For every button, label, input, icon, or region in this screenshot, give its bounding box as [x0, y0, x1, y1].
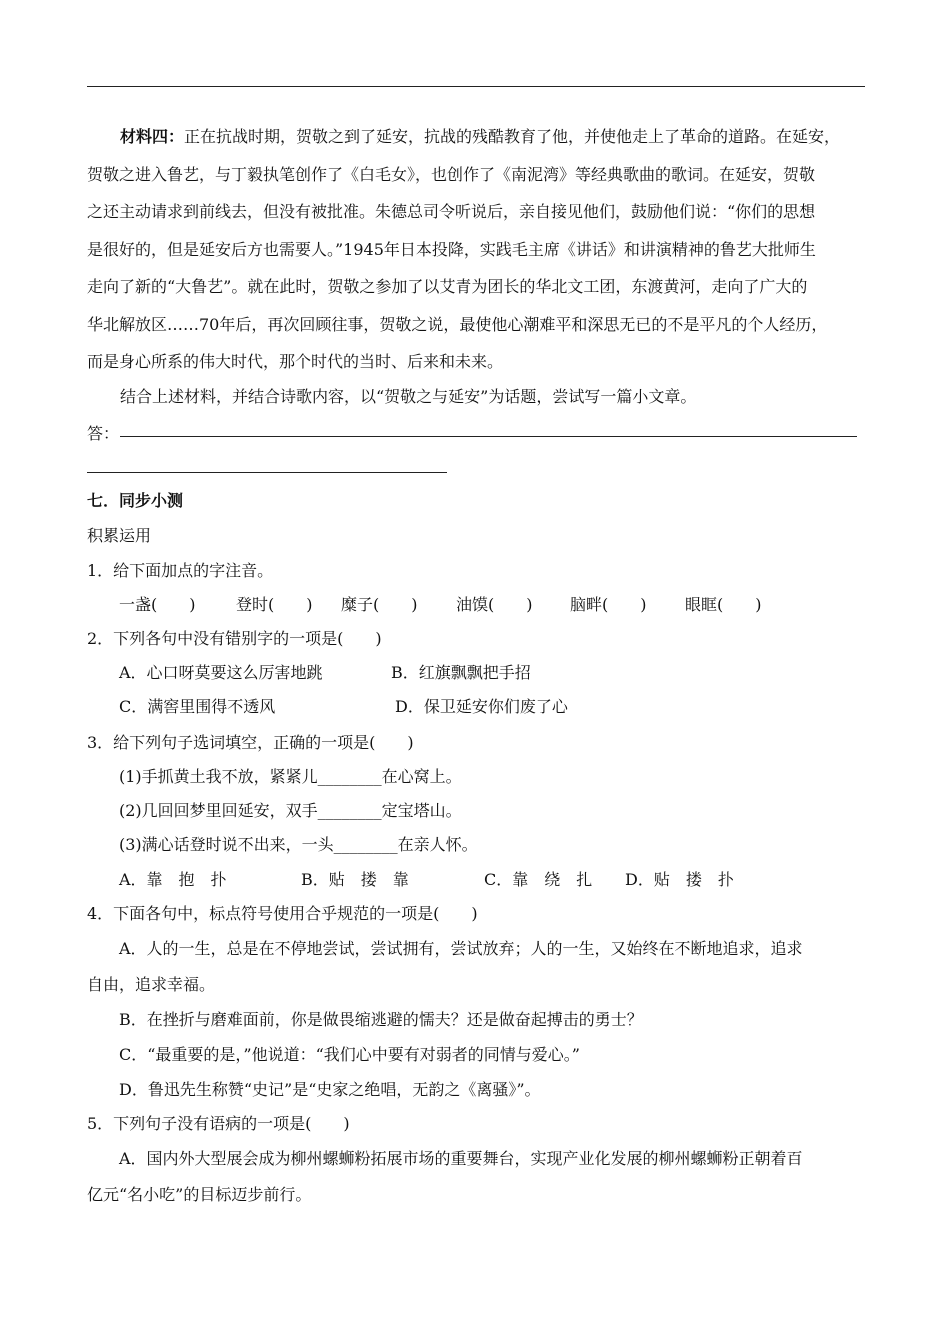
option-a: A．人的一生，总是在不停地尝试，尝试拥有，尝试放弃；人的一生，又始终在不断地追求，追求: [119, 939, 803, 958]
option-c: C．满窖里围得不透风: [119, 697, 276, 716]
option-a: A．靠 抱 扑: [119, 870, 227, 889]
option-c: C．“最重要的是，”他说道：“我们心中要有对弱者的同情与爱心。”: [119, 1045, 580, 1064]
question-3-sentence: (2)几回回梦里回延安，双手________定宝塔山。: [119, 801, 462, 820]
option-b: B．红旗飘飘把手招: [391, 663, 531, 682]
option-a-continued: 自由，追求幸福。: [87, 975, 216, 994]
question-3-sentence: (1)手抓黄土我不放，紧紧儿________在心窝上。: [119, 767, 462, 786]
material-four-paragraph: [87, 118, 865, 381]
option-c: C．靠 绕 扎: [484, 870, 593, 889]
material-four-line: 是很好的，但是延安后方也需要人。”1945年日本投降，实践毛主席《讲话》和讲演精神的鲁艺大批师生: [87, 239, 816, 259]
section-subtitle: 积累运用: [87, 526, 152, 545]
material-four-line: 贺敬之进入鲁艺，与丁毅执笔创作了《白毛女》，也创作了《南泥湾》等经典歌曲的歌词。在延安，贺敬: [87, 164, 816, 184]
pinyin-item: 登时( ): [236, 595, 313, 614]
option-a: A．心口呀莫要这么厉害地跳: [119, 663, 323, 682]
pinyin-item: 一盏( ): [119, 595, 196, 614]
writing-task: 结合上述材料，并结合诗歌内容，以“贺敬之与延安”为话题，尝试写一篇小文章。: [120, 387, 697, 406]
question-3-sentence: (3)满心话登时说不出来，一头________在亲人怀。: [119, 835, 478, 854]
question-2-options-row: [0, 696, 950, 718]
pinyin-item: 糜子( ): [341, 595, 418, 614]
question-4-stem: 4．下面各句中，标点符号使用合乎规范的一项是( ): [87, 904, 478, 923]
material-four-label: 材料四：: [120, 127, 185, 146]
material-four-line: 而是身心所系的伟大时代，那个时代的当时、后来和未来。: [87, 352, 504, 371]
question-5-stem: 5．下列句子没有语病的一项是( ): [87, 1114, 350, 1133]
question-3-stem: 3．给下列句子选词填空，正确的一项是( ): [87, 733, 414, 752]
section-title: 七．同步小测: [87, 491, 184, 510]
answer-label: 答：: [87, 424, 120, 443]
material-four-line: 正在抗战时期，贺敬之到了延安，抗战的残酷教育了他，并使他走上了革命的道路。在延安，: [184, 127, 841, 146]
option-b: B．贴 搂 靠: [301, 870, 409, 889]
material-four-line: 之还主动请求到前线去，但没有被批准。朱德总司令听说后，亲自接见他们，鼓励他们说：“你们的思想: [87, 202, 816, 221]
option-a-continued: 亿元“名小吃”的目标迈步前行。: [87, 1185, 312, 1204]
header-rule: [87, 86, 865, 87]
option-a: A．国内外大型展会成为柳州螺蛳粉拓展市场的重要舞台，实现产业化发展的柳州螺蛳粉正朝着百: [119, 1149, 803, 1168]
answer-line[interactable]: [87, 472, 447, 473]
pinyin-item: 油馍( ): [456, 595, 533, 614]
question-1-stem: 1．给下面加点的字注音。: [87, 561, 274, 580]
option-d: D．保卫延安你们废了心: [395, 697, 568, 716]
option-d: D．贴 搂 扑: [625, 870, 734, 889]
question-3-options-row: [0, 869, 950, 891]
material-four-line: 华北解放区……70年后，再次回顾往事，贺敬之说，最使他心潮难平和深思无已的不是平凡的个人经历，: [87, 314, 828, 334]
answer-line[interactable]: [120, 436, 857, 437]
question-2-options-row: [0, 662, 950, 684]
option-d: D．鲁迅先生称赞“史记”是“史家之绝唱，无韵之《离骚》”。: [119, 1080, 541, 1099]
pinyin-item: 眼眶( ): [685, 595, 762, 614]
pinyin-item: 脑畔( ): [570, 595, 647, 614]
material-four-line: 走向了新的“大鲁艺”。就在此时，贺敬之参加了以艾青为团长的华北文工团，东渡黄河，走向了广大的: [87, 277, 808, 296]
question-1-items: [0, 594, 950, 616]
question-2-stem: 2．下列各句中没有错别字的一项是( ): [87, 629, 382, 648]
option-b: B．在挫折与磨难面前，你是做畏缩逃避的懦夫？还是做奋起搏击的勇士？: [119, 1010, 643, 1029]
